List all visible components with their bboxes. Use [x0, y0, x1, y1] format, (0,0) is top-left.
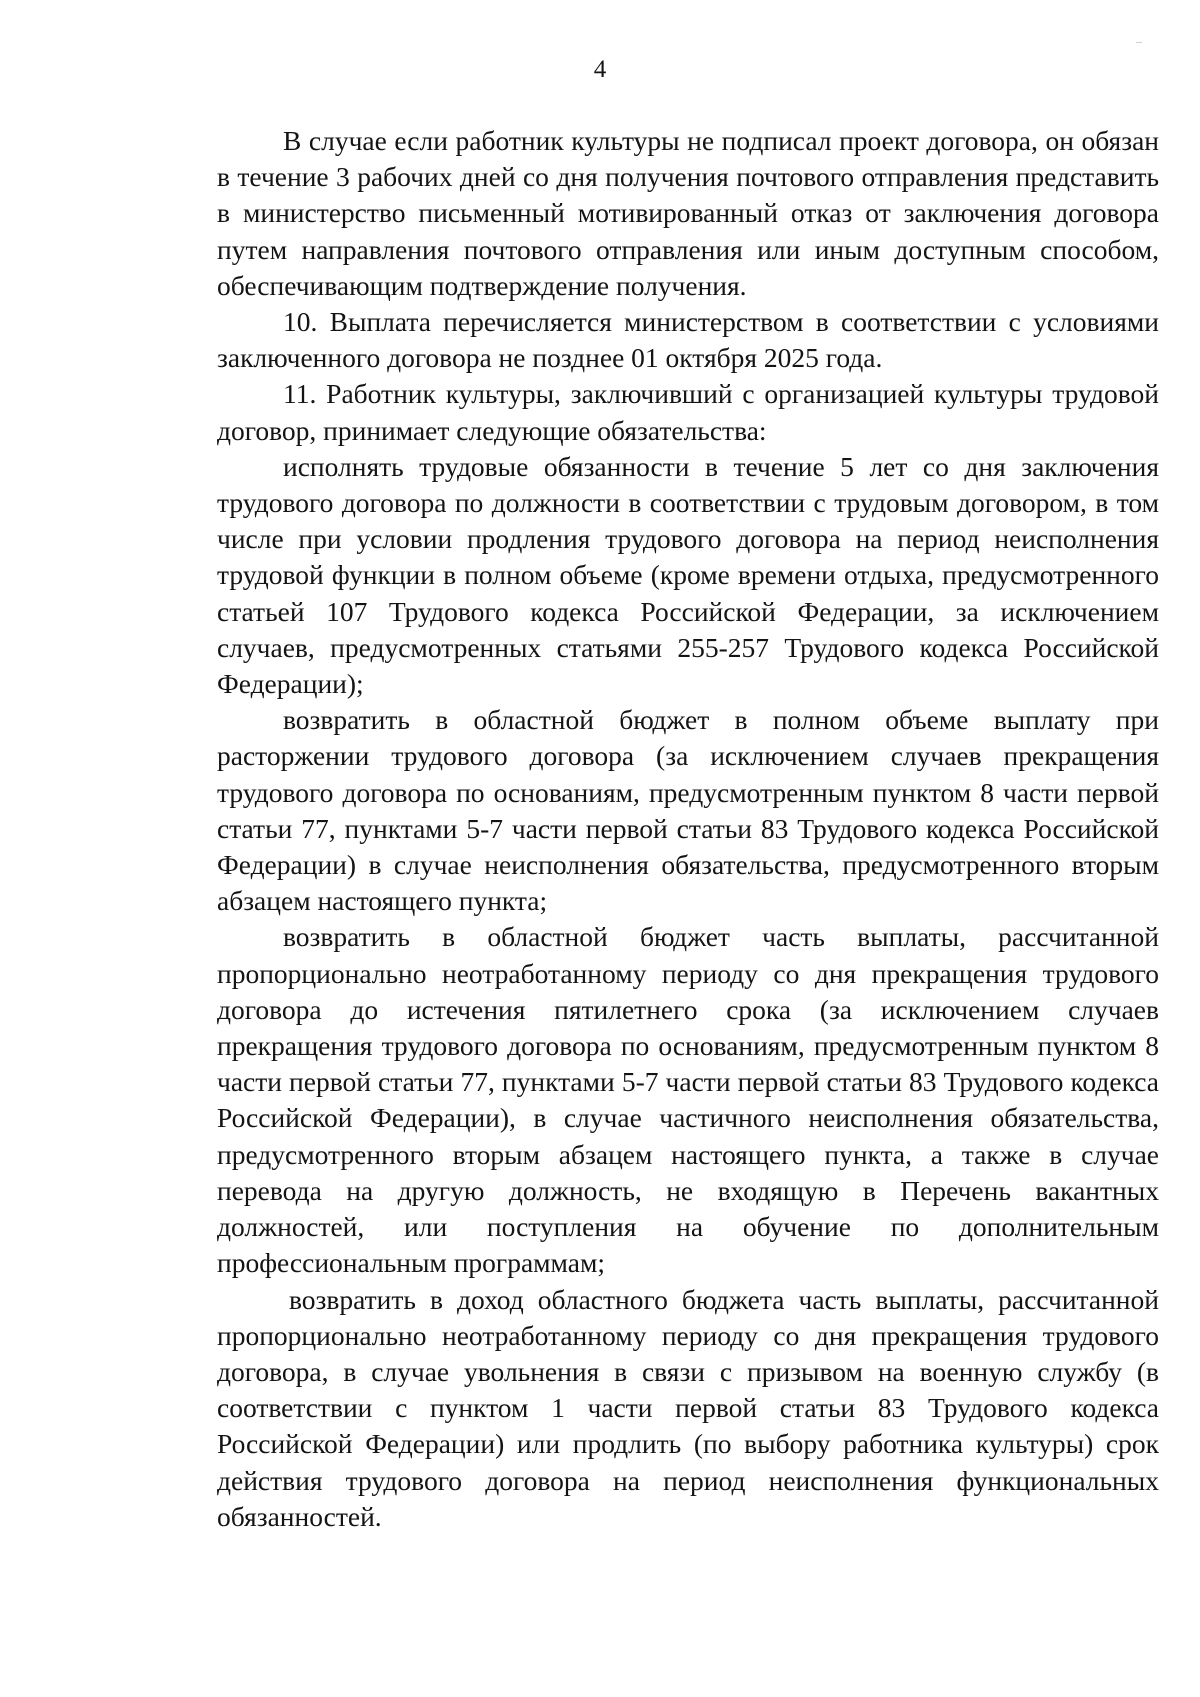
paragraph-refusal: В случае если работник культуры не подписал проект договора, он обязан в течение 3 рабочих дней со дня получения почтового отправления представить в министерство письменный мотивированный отказ от заключения договора путем направления почтового отправления или иным доступным способом, обеспечивающим подтверждение получения. [217, 125, 1159, 301]
paragraph-item-10: 10. Выплата перечисляется министерством в соответствии с условиями заключенного договора не позднее 01 октября 2025 года. [217, 306, 1159, 374]
paragraph-obligation-full-refund: возвратить в областной бюджет в полном объеме выплату при расторжении трудового договора (за исключением случаев прекращения трудового договора по основаниям, предусмотренным пунктом 8 части первой статьи 77, пунктами 5-7 части первой статьи 83 Трудового кодекса Российской Федерации) в случае неисполнения обязательства, предусмотренного вторым абзацем настоящего пункта; [217, 704, 1159, 917]
scan-artifact [1136, 42, 1142, 43]
paragraph-obligation-work: исполнять трудовые обязанности в течение 5 лет со дня заключения трудового договора по должности в соответствии с трудовым договором, в том числе при условии продления трудового договора на период неисполнения трудовой функции в полном объеме (кроме времени отдыха, предусмотренного статьей 107 Трудового кодекса Российской Федерации, за исключением случаев, предусмотренных статьями 255-257 Трудового кодекса Российской Федерации); [217, 450, 1159, 700]
paragraph-item-11: 11. Работник культуры, заключивший с организацией культуры трудовой договор, принимает следующие обязательства: [217, 378, 1159, 446]
paragraph-obligation-partial-refund: возвратить в областной бюджет часть выплаты, рассчитанной пропорционально неотработанному периоду со дня прекращения трудового договора до истечения пятилетнего срока (за исключением случаев прекращения трудового договора по основаниям, предусмотренным пунктом 8 части первой статьи 77, пунктами 5-7 части первой статьи 83 Трудового кодекса Российской Федерации), в случае частичного неисполнения обязательства, предусмотренного вторым абзацем настоящего пункта, а также в случае перевода на другую должность, не входящую в Перечень вакантных должностей, или поступления на обучение по дополнительным профессиональным программам; [217, 921, 1159, 1279]
paragraph-obligation-military: возвратить в доход областного бюджета часть выплаты, рассчитанной пропорционально неотработанному периоду со дня прекращения трудового договора, в случае увольнения в связи с призывом на военную службу (в соответствии с пунктом 1 части первой статьи 83 Трудового кодекса Российской Федерации) или продлить (по выбору работника культуры) срок действия трудового договора на период неисполнения функциональных обязанностей. [217, 1283, 1159, 1532]
page-number: 4 [593, 56, 607, 83]
document-body [217, 123, 1159, 1535]
